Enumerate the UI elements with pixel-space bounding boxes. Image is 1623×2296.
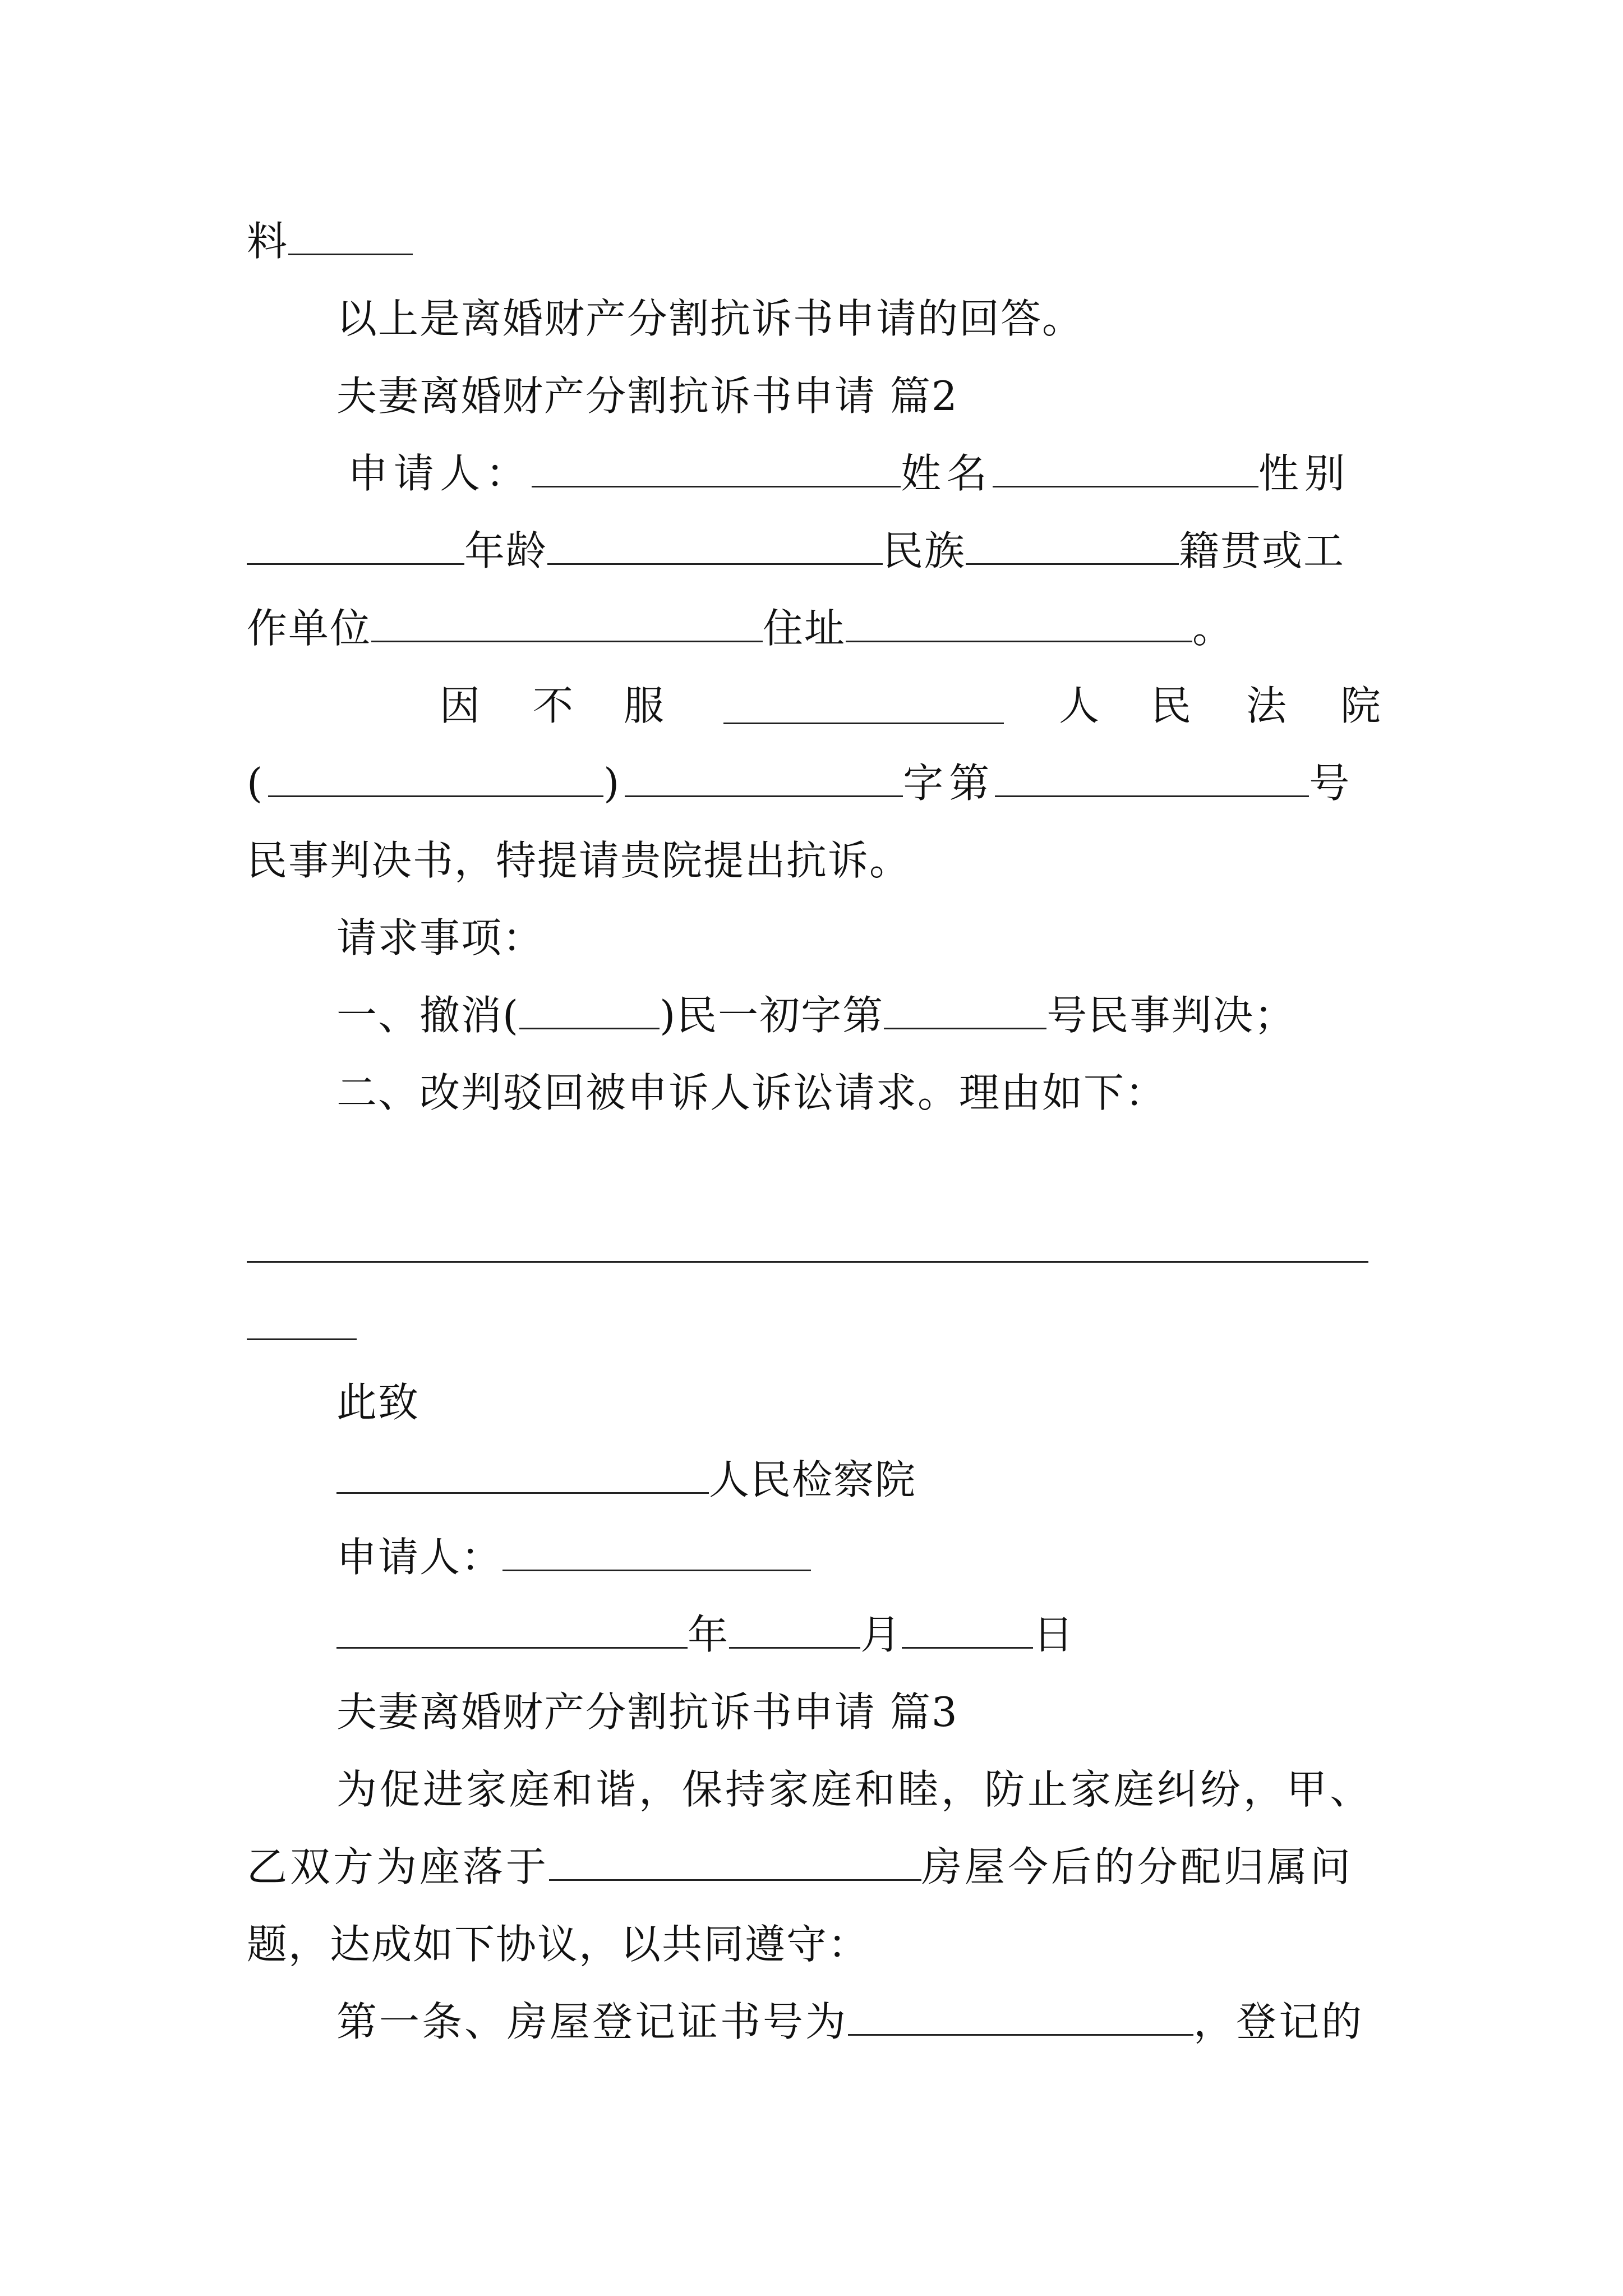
fill-blank	[247, 1261, 1368, 1263]
form-line	[336, 1530, 811, 1584]
fill-blank	[846, 606, 1192, 642]
fill-blank	[336, 1457, 709, 1494]
fill-blank	[519, 993, 660, 1029]
paragraph-line: 以上是离婚财产分割抗诉书申请的回答。	[336, 295, 1084, 342]
fill-blank	[549, 1844, 921, 1881]
form-line	[247, 756, 1355, 810]
label-applicant: 申请人：	[348, 450, 532, 497]
section-heading: 夫妻离婚财产分割抗诉书申请 篇2	[336, 372, 958, 420]
text-fragment: 一、撤消(	[336, 992, 520, 1039]
fill-blank	[723, 723, 1004, 724]
label-workplace: 作单位	[247, 605, 372, 652]
label-age: 年龄	[464, 527, 548, 574]
fill-blank	[371, 606, 763, 642]
fill-blank	[902, 1612, 1033, 1649]
text-fragment: 法	[1246, 682, 1287, 729]
text-fragment: 院	[1340, 682, 1381, 729]
text-line	[247, 214, 413, 268]
label-year: 年	[688, 1611, 730, 1658]
fill-blank	[848, 1999, 1193, 2036]
form-line	[336, 988, 1295, 1042]
text-fragment: 服	[624, 682, 665, 729]
text-fragment: ，登记的	[1193, 1998, 1364, 2045]
label-gender: 性别	[1258, 450, 1351, 497]
form-line	[247, 1840, 1353, 1894]
text-fragment: 人	[1059, 682, 1100, 729]
section-heading: 夫妻离婚财产分割抗诉书申请 篇3	[336, 1688, 958, 1736]
form-line	[336, 1453, 916, 1507]
text-fragment: 号	[1309, 760, 1355, 807]
fill-blank	[502, 1535, 811, 1571]
label-address: 住址	[763, 605, 846, 652]
fill-blank	[288, 219, 413, 255]
label-ethnicity: 民族	[883, 527, 966, 574]
text-fragment: 字第	[903, 760, 995, 807]
paragraph-line: 二、改判驳回被申诉人诉讼请求。理由如下：	[336, 1069, 1167, 1116]
text-fragment: 。	[1192, 605, 1234, 652]
text-fragment: )民一初字第	[660, 992, 884, 1039]
label-name: 姓名	[901, 450, 993, 497]
text-fragment: 民	[1151, 682, 1192, 729]
text-fragment: 料	[247, 218, 289, 265]
paragraph-line: 民事判决书，特提请贵院提出抗诉。	[247, 837, 911, 884]
date-line	[336, 1608, 1075, 1662]
form-line	[336, 1995, 1364, 2049]
fill-blank	[547, 528, 883, 565]
label-applicant: 申请人：	[336, 1534, 503, 1581]
fill-blank	[247, 528, 464, 565]
text-fragment: )	[603, 760, 625, 807]
fill-blank	[884, 993, 1046, 1029]
fill-blank	[336, 1612, 688, 1649]
text-fragment: 因	[440, 682, 481, 729]
text-fragment: 不	[533, 682, 574, 729]
fill-blank	[532, 451, 901, 487]
text-fragment: 房屋今后的分配归属问	[921, 1843, 1354, 1890]
paragraph-line: 为促进家庭和谐，保持家庭和睦，防止家庭纠纷，甲、	[336, 1766, 1373, 1813]
fill-blank	[995, 761, 1309, 797]
fill-blank	[268, 761, 603, 797]
closing-line: 此致	[336, 1379, 420, 1426]
label-origin: 籍贯或工	[1179, 527, 1345, 574]
label-day: 日	[1033, 1611, 1075, 1658]
fill-blank	[966, 528, 1179, 565]
text-fragment: 号民事判决；	[1046, 992, 1296, 1039]
fill-blank	[993, 451, 1258, 487]
label-month: 月	[860, 1611, 902, 1658]
fill-blank	[729, 1612, 860, 1649]
text-fragment: (	[247, 760, 269, 807]
form-line	[247, 601, 1234, 655]
paragraph-line: 题，达成如下协议，以共同遵守：	[247, 1921, 870, 1968]
paragraph-line: 请求事项：	[336, 914, 545, 961]
form-line	[247, 524, 1345, 578]
text-fragment: 人民检察院	[709, 1456, 917, 1503]
text-fragment: 第一条、房屋登记证书号为	[336, 1998, 849, 2045]
form-line	[348, 447, 1350, 500]
fill-blank	[625, 761, 903, 797]
text-fragment: 乙双方为座落于	[247, 1843, 550, 1890]
fill-blank	[247, 1338, 357, 1340]
